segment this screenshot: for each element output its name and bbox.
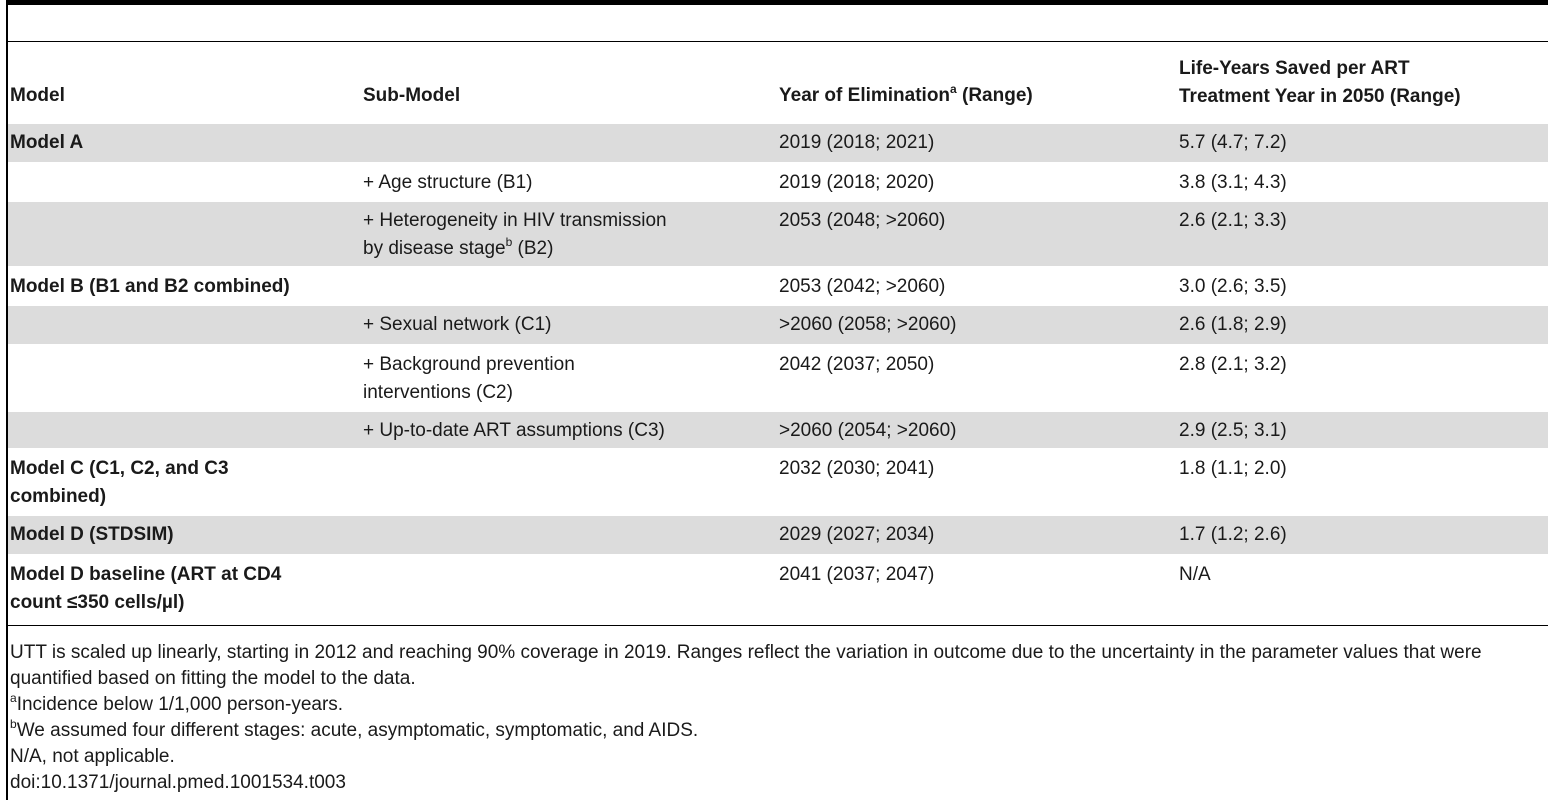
header-year-range: (Range) <box>956 85 1033 106</box>
cell-life-years-saved: 5.7 (4.7; 7.2) <box>1179 132 1287 153</box>
table-row <box>8 516 1548 554</box>
cell-model: Model B (B1 and B2 combined) <box>10 276 290 297</box>
footnote-b-text: We assumed four different stages: acute, asymptomatic, symptomatic, and AIDS. <box>16 720 699 741</box>
cell-year-of-elimination: 2019 (2018; 2020) <box>779 172 935 193</box>
table-row <box>8 556 1548 622</box>
cell-year-of-elimination: >2060 (2058; >2060) <box>779 314 957 335</box>
footnote-main: UTT is scaled up linearly, starting in 2012 and reaching 90% coverage in 2019. Ranges reflect the variation in outcome due to the uncertainty in the parameter values that were quantified based on fitting the model to the data. <box>10 642 1482 689</box>
sub-model-text: + Age structure (B1) <box>363 172 533 193</box>
footnote-b-mark: b <box>10 717 17 731</box>
sub-model-text: + Heterogeneity in HIV transmission by disease stage <box>363 210 667 259</box>
cell-life-years-saved: 2.9 (2.5; 3.1) <box>1179 420 1287 441</box>
cell-life-years-saved: 3.8 (3.1; 4.3) <box>1179 172 1287 193</box>
cell-year-of-elimination: 2041 (2037; 2047) <box>779 564 935 585</box>
sub-model-text: + Background prevention interventions (C2) <box>363 354 575 403</box>
cell-life-years-saved: 2.6 (1.8; 2.9) <box>1179 314 1287 335</box>
cell-sub-model <box>363 417 763 445</box>
cell-sub-model <box>363 311 763 339</box>
header-year-of-elimination <box>779 82 1033 110</box>
cell-model: Model D (STDSIM) <box>10 524 174 545</box>
cell-life-years-saved: 2.8 (2.1; 3.2) <box>1179 354 1287 375</box>
footnote-a-mark: a <box>10 691 17 705</box>
bottom-rule <box>8 625 1548 626</box>
cell-year-of-elimination: 2029 (2027; 2034) <box>779 524 935 545</box>
sub-model-tail: (B2) <box>512 238 554 259</box>
cell-sub-model <box>363 207 763 263</box>
cell-year-of-elimination: >2060 (2054; >2060) <box>779 420 957 441</box>
table-row <box>8 164 1548 200</box>
header-lys-line2: Treatment Year in 2050 (Range) <box>1179 86 1461 107</box>
sub-model-footnote-mark: b <box>505 235 513 249</box>
table-row <box>8 346 1548 410</box>
table-row <box>8 306 1548 344</box>
cell-sub-model <box>363 169 763 197</box>
footnote-a-text: Incidence below 1/1,000 person-years. <box>16 694 344 715</box>
cell-sub-model <box>363 351 763 407</box>
header-model: Model <box>10 85 65 106</box>
cell-model: Model A <box>10 132 84 153</box>
table-row <box>8 450 1548 514</box>
cell-life-years-saved: 2.6 (2.1; 3.3) <box>1179 210 1287 231</box>
cell-model: Model D baseline (ART at CD4 count ≤350 cells/µl) <box>10 564 282 613</box>
cell-year-of-elimination: 2032 (2030; 2041) <box>779 458 935 479</box>
cell-life-years-saved: N/A <box>1179 564 1211 585</box>
sub-model-text: + Sexual network (C1) <box>363 314 552 335</box>
footnote-b <box>10 718 1546 744</box>
top-rule <box>6 0 1548 5</box>
table-row <box>8 124 1548 162</box>
table-header <box>8 42 1548 120</box>
header-year-footnote-mark: a <box>950 82 957 96</box>
footnote-a <box>10 692 1546 718</box>
footnote-na: N/A, not applicable. <box>10 746 175 767</box>
sub-model-text: + Up-to-date ART assumptions (C3) <box>363 420 665 441</box>
cell-life-years-saved: 1.7 (1.2; 2.6) <box>1179 524 1287 545</box>
cell-life-years-saved: 1.8 (1.1; 2.0) <box>1179 458 1287 479</box>
cell-year-of-elimination: 2053 (2042; >2060) <box>779 276 946 297</box>
header-sub-model: Sub-Model <box>363 85 461 106</box>
table-footnotes <box>10 640 1546 796</box>
cell-model: Model C (C1, C2, and C3 combined) <box>10 458 229 507</box>
header-life-years-saved <box>1179 55 1461 111</box>
cell-year-of-elimination: 2042 (2037; 2050) <box>779 354 935 375</box>
table-row <box>8 268 1548 304</box>
cell-life-years-saved: 3.0 (2.6; 3.5) <box>1179 276 1287 297</box>
footnote-doi: doi:10.1371/journal.pmed.1001534.t003 <box>10 772 346 793</box>
header-lys-line1: Life-Years Saved per ART <box>1179 58 1410 79</box>
cell-year-of-elimination: 2053 (2048; >2060) <box>779 210 946 231</box>
table-row <box>8 412 1548 448</box>
table-row <box>8 202 1548 266</box>
cell-year-of-elimination: 2019 (2018; 2021) <box>779 132 935 153</box>
header-year-label: Year of Elimination <box>779 85 951 106</box>
